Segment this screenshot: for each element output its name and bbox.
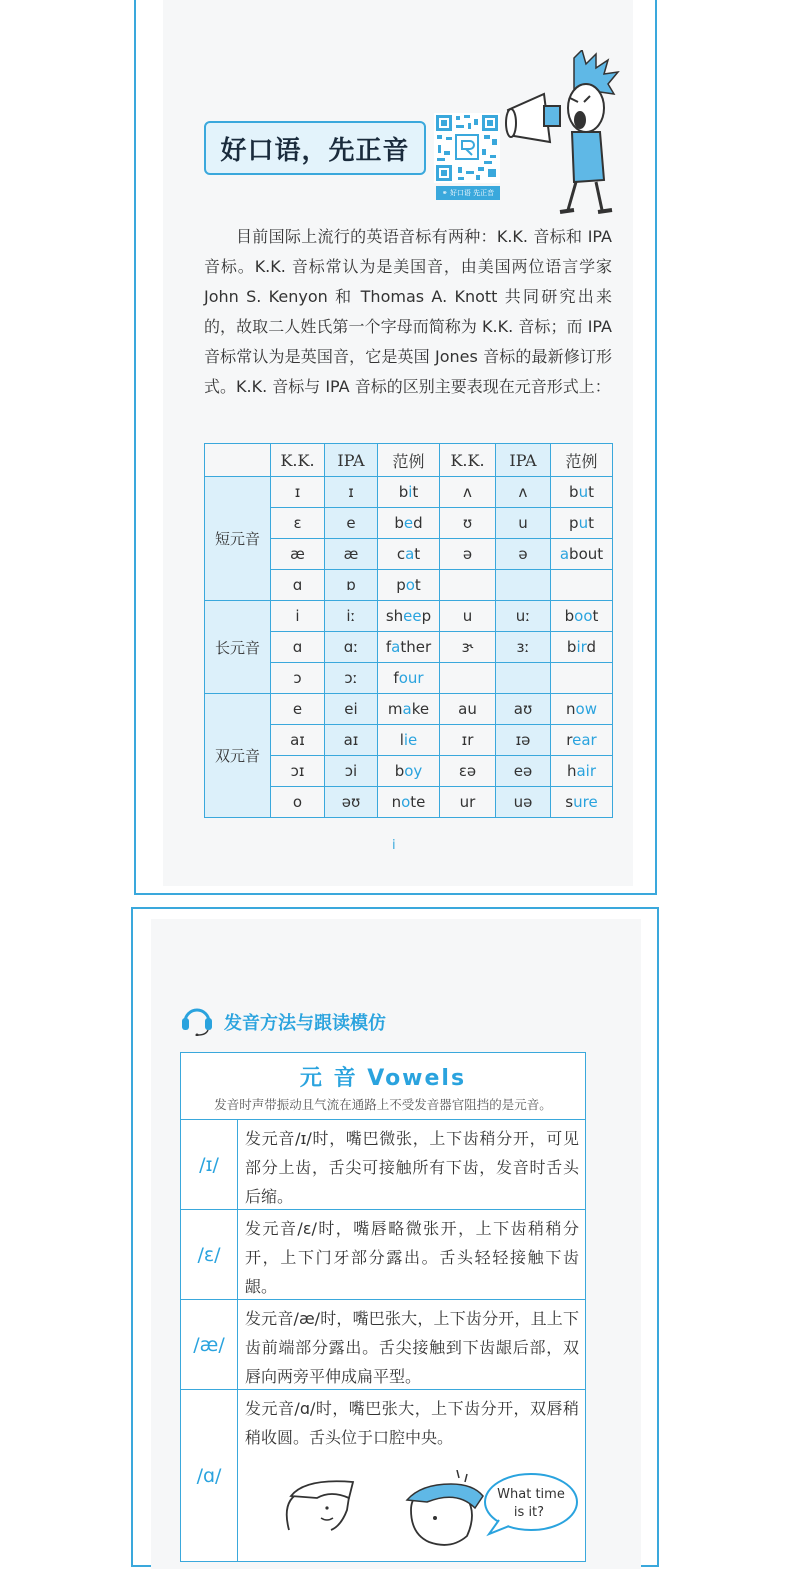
symbol-text: ɔi: [344, 762, 358, 780]
symbol-text: æ: [343, 545, 359, 563]
symbol-text: ɔɪ: [290, 762, 305, 780]
vowel-row: [181, 1300, 585, 1390]
example-part: t: [414, 576, 421, 594]
example-highlight: ow: [575, 700, 597, 718]
vowel-description: 发元音/ɪ/时，嘴巴微张，上下齿稍分开，可见部分上齿，舌尖可接触所有下齿，发音时舌头后缩。: [245, 1129, 579, 1206]
example-highlight: i: [408, 483, 413, 501]
example-part: ther: [400, 638, 432, 656]
example-highlight: o: [405, 576, 415, 594]
example-word-cell: [378, 570, 440, 601]
example-highlight: oy: [404, 762, 423, 780]
ipa-symbol-cell: [496, 508, 551, 539]
example-part: l: [399, 731, 404, 749]
symbol-text: ɪ: [348, 483, 354, 501]
kk-symbol-cell: [271, 508, 325, 539]
ipa-symbol-cell: [325, 570, 378, 601]
kk-symbol-cell: [271, 756, 325, 787]
table-header-row: [205, 444, 613, 477]
symbol-text: ɔː: [344, 669, 358, 687]
example-part: r: [566, 731, 573, 749]
symbol-text: ɪə: [515, 731, 531, 749]
header-kk-1: K.K.: [271, 444, 325, 477]
vowel-row: [181, 1120, 585, 1210]
symbol-text: ɔ: [293, 669, 302, 687]
ipa-symbol-cell: [496, 477, 551, 508]
kk-symbol-cell: [440, 570, 496, 601]
kk-symbol-cell: [271, 787, 325, 818]
ipa-symbol-cell: [496, 663, 551, 694]
example-highlight: ee: [403, 607, 422, 625]
symbol-text: ei: [344, 700, 358, 718]
example-part: t: [412, 483, 419, 501]
symbol-text: uə: [513, 793, 533, 811]
example-word-cell: [551, 787, 613, 818]
example-part: b: [394, 514, 404, 532]
pronunciation-section-title: 发音方法与跟读模仿: [224, 1013, 386, 1034]
kk-symbol-cell: [440, 694, 496, 725]
section-title: 好口语，先正音: [220, 135, 410, 166]
example-part: ke: [411, 700, 430, 718]
intro-text: 目前国际上流行的英语音标有两种：K.K. 音标和 IPA 音标。K.K. 音标常认为是美国音，由美国两位语言学家 John S. Kenyon 和 Thomas A. Knott 共同研究出来的，故取二人姓氏第一个字母而简称为 K.K. 音标；而 IPA 音标常认为是英国音，它是英国 Jones 音标的最新修订形式。K.K. 音标与 IPA 音标的区别主要表现在元音形式上：: [204, 227, 612, 396]
example-highlight: a: [402, 700, 412, 718]
kk-symbol-cell: [440, 539, 496, 570]
example-word-cell: [378, 601, 440, 632]
example-word-cell: [551, 756, 613, 787]
ipa-symbol-cell: [325, 787, 378, 818]
vowel-group-label: 双元音: [205, 694, 271, 818]
example-part: h: [566, 762, 577, 780]
conversation-cartoon-illustration: [261, 1470, 581, 1570]
example-word-cell: [551, 570, 613, 601]
example-word-cell: [551, 539, 613, 570]
symbol-text: ur: [459, 793, 476, 811]
symbol-text: ə: [518, 545, 528, 563]
kk-symbol-cell: [271, 632, 325, 663]
example-part: p: [421, 607, 432, 625]
example-word-cell: [551, 694, 613, 725]
example-word-cell: [551, 601, 613, 632]
example-part: p: [569, 514, 579, 532]
table-row: [205, 694, 613, 725]
example-highlight: ear: [572, 731, 597, 749]
vowel-row: [181, 1390, 585, 1562]
example-highlight: a: [559, 545, 570, 563]
ipa-symbol-cell: [325, 632, 378, 663]
ipa-symbol-cell: [325, 601, 378, 632]
example-part: b: [566, 638, 577, 656]
speech-bubble-line-1: What time: [497, 1487, 565, 1502]
ipa-symbol-cell: [325, 539, 378, 570]
kk-symbol-cell: [440, 663, 496, 694]
kk-symbol-cell: [271, 725, 325, 756]
kk-symbol-cell: [271, 539, 325, 570]
symbol-text: uː: [515, 607, 531, 625]
symbol-text: ɛə: [458, 762, 477, 780]
ipa-symbol-cell: [496, 601, 551, 632]
kk-symbol-cell: [440, 787, 496, 818]
symbol-text: ʌ: [518, 483, 528, 501]
example-part: n: [566, 700, 576, 718]
ipa-symbol-cell: [496, 756, 551, 787]
ipa-symbol-cell: [496, 539, 551, 570]
example-word-cell: [378, 725, 440, 756]
example-word-cell: [378, 787, 440, 818]
vowel-description: 发元音/ɑ/时，嘴巴张大，上下齿分开，双唇稍稍收圆。舌头位于口腔中央。: [245, 1399, 579, 1447]
symbol-text: ɒ: [346, 576, 356, 594]
example-highlight: our: [398, 669, 424, 687]
symbol-text: au: [458, 700, 477, 718]
vowel-symbol: /ɪ/: [181, 1120, 238, 1209]
example-highlight: oo: [574, 607, 593, 625]
example-word-cell: [551, 725, 613, 756]
example-highlight: air: [576, 762, 597, 780]
example-part: d: [413, 514, 423, 532]
header-example-2: 范例: [551, 444, 613, 477]
qr-caption: [436, 186, 500, 200]
example-word-cell: [551, 508, 613, 539]
example-part: bout: [569, 545, 604, 563]
example-part: f: [393, 669, 399, 687]
symbol-text: æ: [290, 545, 305, 563]
ipa-symbol-cell: [325, 663, 378, 694]
example-part: t: [588, 483, 594, 501]
table-body: [205, 477, 613, 818]
example-word-cell: [551, 477, 613, 508]
example-part: n: [391, 793, 402, 811]
kk-symbol-cell: [440, 601, 496, 632]
header-ipa-2: IPA: [496, 444, 551, 477]
vowel-description: 发元音/ɛ/时，嘴唇略微张开，上下齿稍稍分开，上下门牙部分露出。舌头轻轻接触下齿龈。: [245, 1219, 579, 1296]
symbol-text: ɛ: [293, 514, 302, 532]
ipa-symbol-cell: [325, 725, 378, 756]
header-ipa-1: IPA: [325, 444, 378, 477]
ipa-symbol-cell: [325, 694, 378, 725]
kk-symbol-cell: [440, 477, 496, 508]
vowels-subtitle: 发音时声带振动且气流在通路上不受发音器官阻挡的是元音。: [214, 1097, 552, 1112]
symbol-text: iː: [346, 607, 356, 625]
vowel-symbol: /æ/: [181, 1300, 238, 1389]
vowel-description: 发元音/æ/时，嘴巴张大，上下齿分开，且上下齿前端部分露出。舌尖接触到下齿龈后部，双唇向两旁平伸成扁平型。: [245, 1309, 579, 1386]
kk-symbol-cell: [271, 477, 325, 508]
vowel-symbol: /ɛ/: [181, 1210, 238, 1299]
symbol-text: ɪr: [461, 731, 474, 749]
example-word-cell: [378, 632, 440, 663]
ipa-symbol-cell: [496, 570, 551, 601]
example-part: b: [564, 607, 575, 625]
example-part: t: [414, 545, 421, 563]
symbol-text: ɑ: [292, 576, 303, 594]
example-highlight: e: [403, 514, 414, 532]
ipa-symbol-cell: [325, 756, 378, 787]
example-highlight: ir: [576, 638, 587, 656]
example-highlight: u: [578, 483, 589, 501]
symbol-text: e: [346, 514, 356, 532]
example-highlight: ure: [573, 793, 598, 811]
example-word-cell: [378, 756, 440, 787]
symbol-text: e: [292, 700, 303, 718]
kk-symbol-cell: [440, 508, 496, 539]
kk-symbol-cell: [271, 570, 325, 601]
symbol-text: ɝ: [461, 638, 474, 656]
kk-symbol-cell: [440, 756, 496, 787]
vowel-group-label: 短元音: [205, 477, 271, 601]
example-word-cell: [378, 477, 440, 508]
symbol-text: əʊ: [341, 793, 361, 811]
vowel-comparison-table: [204, 443, 613, 818]
vowels-title: 元 音 Vowels: [299, 1066, 467, 1091]
symbol-text: i: [295, 607, 300, 625]
example-part: f: [385, 638, 392, 656]
page-number: i: [392, 838, 396, 853]
example-part: b: [394, 762, 405, 780]
table-row: [205, 477, 613, 508]
example-word-cell: [378, 694, 440, 725]
table-row: [205, 601, 613, 632]
kk-symbol-cell: [271, 601, 325, 632]
symbol-text: u: [462, 607, 473, 625]
qr-caption-text: 好口语 先正音: [449, 189, 495, 197]
kk-symbol-cell: [440, 725, 496, 756]
vowel-group-label: 长元音: [205, 601, 271, 694]
symbol-text: aʊ: [513, 700, 533, 718]
example-highlight: u: [578, 514, 589, 532]
example-word-cell: [378, 663, 440, 694]
example-part: p: [396, 576, 406, 594]
example-part: b: [569, 483, 579, 501]
symbol-text: ə: [462, 545, 473, 563]
symbol-text: aɪ: [343, 731, 359, 749]
intro-paragraph: [204, 222, 612, 402]
table-corner-cell: [205, 444, 271, 477]
vowels-box: [180, 1052, 586, 1562]
vowel-symbol: /ɑ/: [181, 1390, 238, 1562]
ipa-symbol-cell: [496, 694, 551, 725]
symbol-text: ɑ: [292, 638, 303, 656]
qr-code-icon[interactable]: [434, 113, 500, 183]
symbol-text: ɜː: [516, 638, 530, 656]
ipa-symbol-cell: [496, 725, 551, 756]
speech-bubble-line-2: is it?: [513, 1505, 545, 1520]
example-word-cell: [551, 663, 613, 694]
symbol-text: ʌ: [463, 483, 472, 501]
example-part: sh: [385, 607, 404, 625]
symbol-text: ʊ: [462, 514, 473, 532]
vowels-box-header: [181, 1053, 585, 1120]
section-title-box: [204, 121, 426, 175]
symbol-text: u: [518, 514, 528, 532]
example-part: s: [565, 793, 574, 811]
example-word-cell: [378, 508, 440, 539]
symbol-text: aɪ: [290, 731, 305, 749]
example-part: te: [410, 793, 426, 811]
example-part: t: [592, 607, 599, 625]
ipa-symbol-cell: [496, 787, 551, 818]
megaphone-mascot-illustration: [504, 50, 634, 218]
example-word-cell: [378, 539, 440, 570]
kk-symbol-cell: [271, 694, 325, 725]
symbol-text: eə: [513, 762, 533, 780]
example-part: c: [396, 545, 406, 563]
symbol-text: ɑː: [343, 638, 359, 656]
example-part: d: [586, 638, 597, 656]
symbol-text: o: [292, 793, 303, 811]
example-part: m: [387, 700, 403, 718]
symbol-text: ɪ: [294, 483, 301, 501]
example-highlight: o: [401, 793, 411, 811]
example-highlight: a: [391, 638, 401, 656]
header-example-1: 范例: [378, 444, 440, 477]
ipa-symbol-cell: [496, 632, 551, 663]
kk-symbol-cell: [271, 663, 325, 694]
example-part: t: [588, 514, 594, 532]
vowel-row: [181, 1210, 585, 1300]
example-highlight: ie: [403, 731, 418, 749]
header-kk-2: K.K.: [440, 444, 496, 477]
example-part: b: [398, 483, 409, 501]
headphone-icon: ⚭: [441, 189, 448, 197]
example-highlight: a: [405, 545, 415, 563]
ipa-symbol-cell: [325, 508, 378, 539]
kk-symbol-cell: [440, 632, 496, 663]
ipa-symbol-cell: [325, 477, 378, 508]
example-word-cell: [551, 632, 613, 663]
headset-icon: [180, 1002, 214, 1036]
